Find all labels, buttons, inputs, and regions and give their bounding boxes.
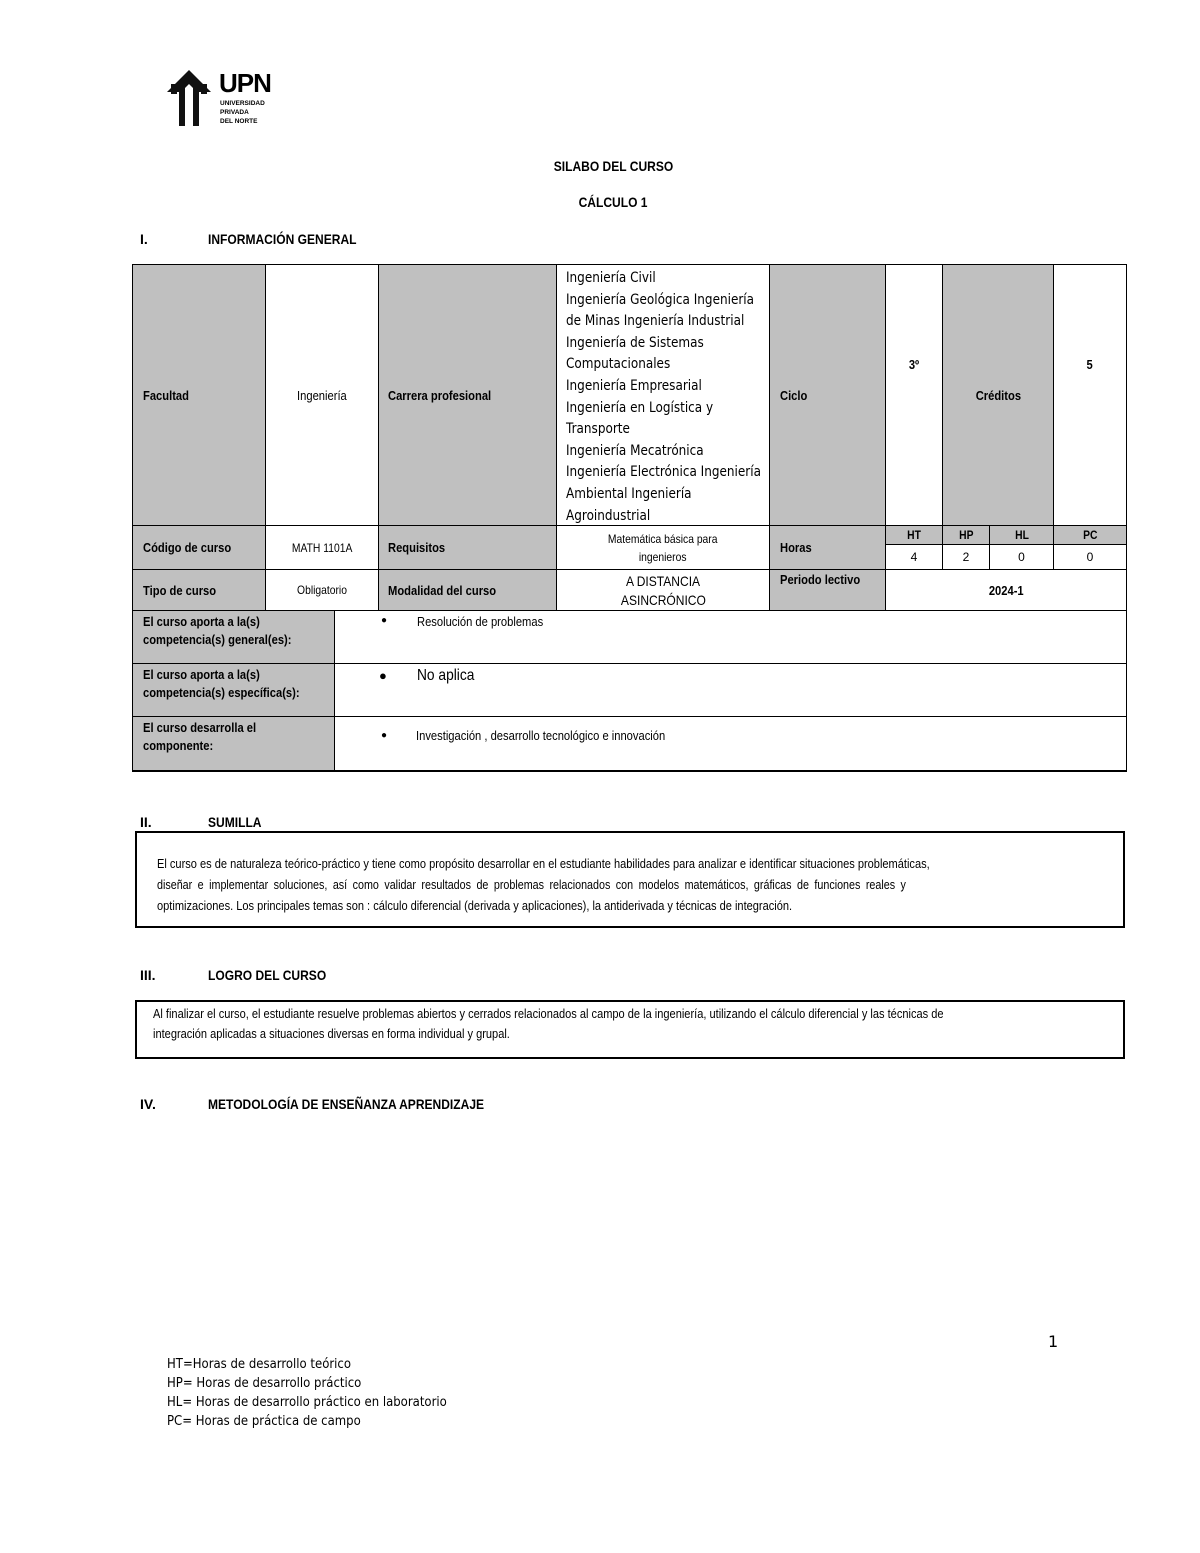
- document-title: SILABO DEL CURSO: [553, 158, 673, 174]
- hours-header-ht: HT: [885, 525, 943, 545]
- carrera-item: Transporte: [566, 421, 630, 438]
- footnote: HP= Horas de desarrollo práctico: [167, 1376, 362, 1391]
- hours-value-hl: 0: [989, 544, 1054, 570]
- hours-header-hp: HP: [942, 525, 990, 545]
- footnote: HL= Horas de desarrollo práctico en laboratorio: [167, 1395, 447, 1410]
- modalidad-value: A DISTANCIA ASINCRÓNICO: [556, 569, 770, 611]
- sumilla-line: El curso es de naturaleza teórico-práctico y tiene como propósito desarrollar en el estudiante habilidades para analizar e identificar situaciones problemáticas,: [157, 856, 930, 871]
- logo-sub-line: UNIVERSIDAD: [220, 100, 265, 107]
- hours-value-pc: 0: [1053, 544, 1127, 570]
- periodo-label: Periodo lectivo: [769, 569, 886, 611]
- carrera-item: Ingeniería Geológica Ingeniería: [566, 291, 755, 308]
- requisitos-value: Matemática básica para ingenieros: [556, 525, 770, 570]
- sumilla-box: [135, 831, 1125, 928]
- componente-label: El curso desarrolla el componente:: [132, 716, 335, 772]
- creditos-label: Créditos: [942, 264, 1054, 526]
- comp-especifica-label: El curso aporta a la(s) competencia(s) específica(s):: [132, 663, 335, 717]
- document-subtitle: CÁLCULO 1: [578, 194, 648, 210]
- periodo-value: 2024-1: [885, 569, 1127, 611]
- carrera-item: Ingeniería Civil: [566, 270, 656, 286]
- carrera-item: Ingeniería Electrónica Ingeniería: [566, 464, 761, 481]
- section-number: III.: [140, 967, 156, 983]
- ciclo-label: Ciclo: [769, 264, 886, 526]
- upn-arrow-icon: [163, 70, 215, 128]
- hours-header-hl: HL: [989, 525, 1054, 545]
- upn-logo: [163, 68, 273, 130]
- comp-especifica-value: ● No aplica: [334, 663, 1127, 717]
- carrera-item: Computacionales: [566, 356, 671, 373]
- carrera-item: Ingeniería en Logística y: [566, 399, 714, 416]
- modalidad-label: Modalidad del curso: [378, 569, 557, 611]
- logro-line: Al finalizar el curso, el estudiante resuelve problemas abiertos y cerrados relacionados al campo de la ingeniería, utilizando el cálculo diferencial y las técnicas de: [153, 1006, 944, 1021]
- section-title: INFORMACIÓN GENERAL: [208, 231, 357, 247]
- carrera-item: de Minas Ingeniería Industrial: [566, 313, 745, 330]
- logo-wordmark: UPN: [219, 68, 271, 98]
- footnote: HT=Horas de desarrollo teórico: [167, 1357, 352, 1372]
- carrera-label: Carrera profesional: [378, 264, 557, 526]
- horas-label: Horas: [769, 525, 886, 570]
- logo-sub-line: PRIVADA: [220, 109, 249, 116]
- comp-general-value: ● Resolución de problemas: [334, 610, 1127, 664]
- logro-line: integración aplicadas a situaciones diversas en forma individual y grupal.: [153, 1026, 510, 1041]
- carrera-item: Ambiental Ingeniería: [566, 485, 692, 502]
- carrera-item: Agroindustrial: [566, 507, 651, 524]
- hours-value-ht: 4: [885, 544, 943, 570]
- page-number: 1: [1048, 1332, 1059, 1351]
- logro-box: [135, 1000, 1125, 1059]
- section-title: METODOLOGÍA DE ENSEÑANZA APRENDIZAJE: [208, 1096, 485, 1112]
- tipo-value: Obligatorio: [265, 569, 379, 611]
- codigo-label: Código de curso: [132, 525, 266, 570]
- facultad-label: Facultad: [132, 264, 266, 526]
- comp-general-label: El curso aporta a la(s) competencia(s) general(es):: [132, 610, 335, 664]
- section-number: IV.: [140, 1096, 156, 1112]
- section-number: I.: [140, 231, 148, 247]
- sumilla-line: diseñar e implementar soluciones, así como validar resultados de problemas relacionados con modelos matemáticos, gráficas de funciones reales y: [157, 877, 906, 892]
- requisitos-label: Requisitos: [378, 525, 557, 570]
- carrera-item: Ingeniería de Sistemas: [566, 334, 704, 351]
- section-title: LOGRO DEL CURSO: [208, 967, 327, 983]
- facultad-value: Ingeniería: [265, 264, 379, 526]
- footnotes: [167, 1355, 478, 1431]
- codigo-value: MATH 1101A: [265, 525, 379, 570]
- hours-value-hp: 2: [942, 544, 990, 570]
- ciclo-value: 3º: [885, 264, 943, 526]
- componente-value: ● Investigación , desarrollo tecnológico e innovación: [334, 716, 1127, 772]
- creditos-value: 5: [1053, 264, 1127, 526]
- carrera-list: [556, 264, 770, 526]
- carrera-item: Ingeniería Empresarial: [566, 377, 702, 394]
- section-title: SUMILLA: [208, 814, 262, 830]
- tipo-label: Tipo de curso: [132, 569, 266, 611]
- footnote: PC= Horas de práctica de campo: [167, 1414, 361, 1429]
- hours-header-pc: PC: [1053, 525, 1127, 545]
- carrera-item: Ingeniería Mecatrónica: [566, 442, 704, 459]
- sumilla-line: optimizaciones. Los principales temas son : cálculo diferencial (derivada y aplicaciones), la antiderivada y técnicas de integración.: [157, 898, 793, 913]
- logo-sub-line: DEL NORTE: [220, 118, 258, 125]
- section-number: II.: [140, 814, 152, 830]
